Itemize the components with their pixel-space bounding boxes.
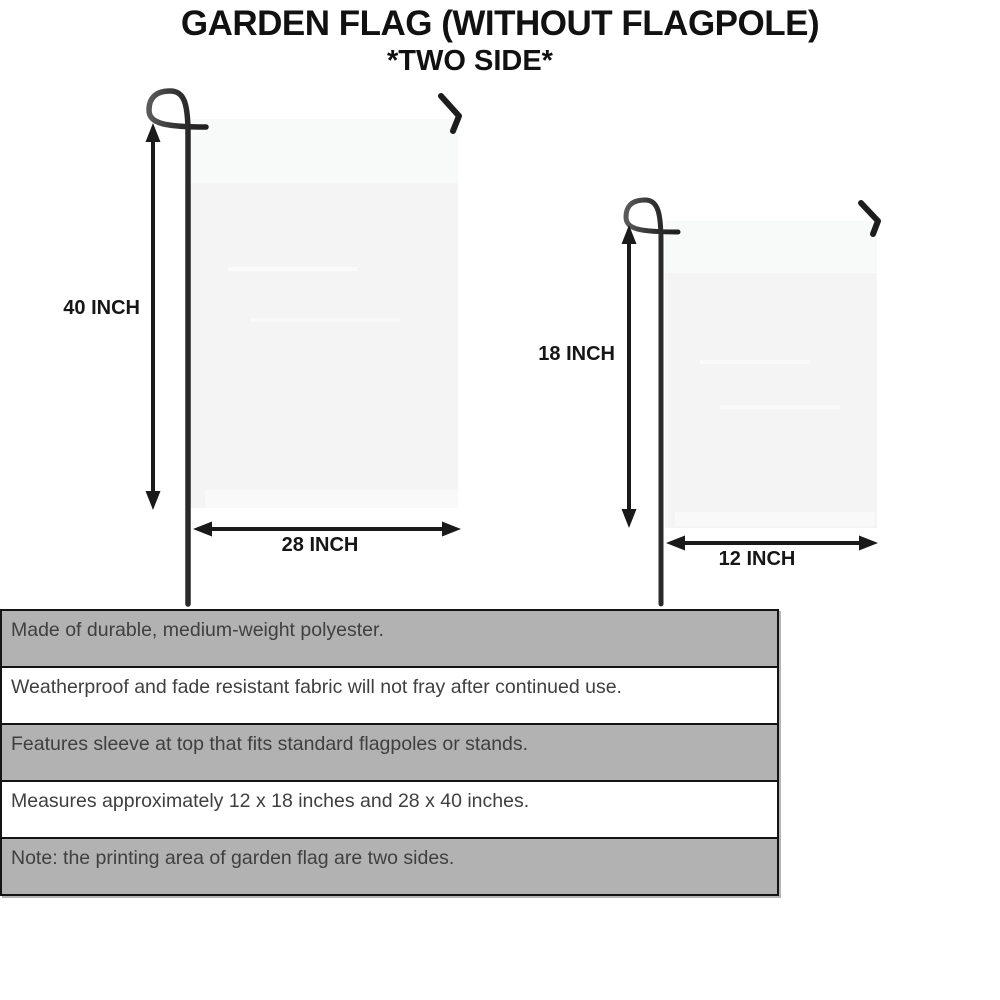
large-flag-crease — [205, 490, 458, 508]
feature-row-note — [2, 839, 777, 894]
large-flag-sleeve — [190, 119, 458, 183]
large-flag-crease — [250, 318, 400, 322]
feature-text: Made of durable, medium-weight polyester. — [11, 619, 384, 641]
feature-table — [0, 609, 779, 896]
feature-row-sleeve — [2, 725, 777, 782]
large-flag-group — [146, 91, 462, 604]
title-line-1: GARDEN FLAG (WITHOUT FLAGPOLE) — [180, 4, 820, 43]
small-flag-group — [622, 200, 879, 604]
small-flag-height-label: 18 INCH — [538, 343, 615, 365]
small-flag-height-arrow — [622, 225, 637, 528]
title-line-2: *TWO SIDE* — [387, 45, 553, 77]
large-flag-height-arrow — [146, 123, 161, 510]
large-flag-height-label: 40 INCH — [63, 297, 140, 319]
feature-text: Features sleeve at top that fits standard flagpoles or stands. — [11, 733, 529, 755]
feature-row-material — [2, 611, 777, 668]
feature-row-measures — [2, 782, 777, 839]
small-flag-width-label: 12 INCH — [718, 548, 796, 570]
feature-text: Weatherproof and fade resistant fabric will not fray after continued use. — [11, 676, 622, 698]
small-flag-sleeve — [665, 221, 877, 273]
small-flag-crease — [700, 360, 810, 364]
large-flag-width-label: 28 INCH — [281, 534, 359, 556]
feature-text: Note: the printing area of garden flag are two sides. — [11, 847, 455, 869]
feature-text: Measures approximately 12 x 18 inches and 28 x 40 inches. — [11, 790, 530, 812]
small-flag-crease — [675, 512, 875, 526]
large-flag-crease — [228, 267, 358, 271]
feature-row-weatherproof — [2, 668, 777, 725]
small-flag-crease — [720, 405, 840, 409]
